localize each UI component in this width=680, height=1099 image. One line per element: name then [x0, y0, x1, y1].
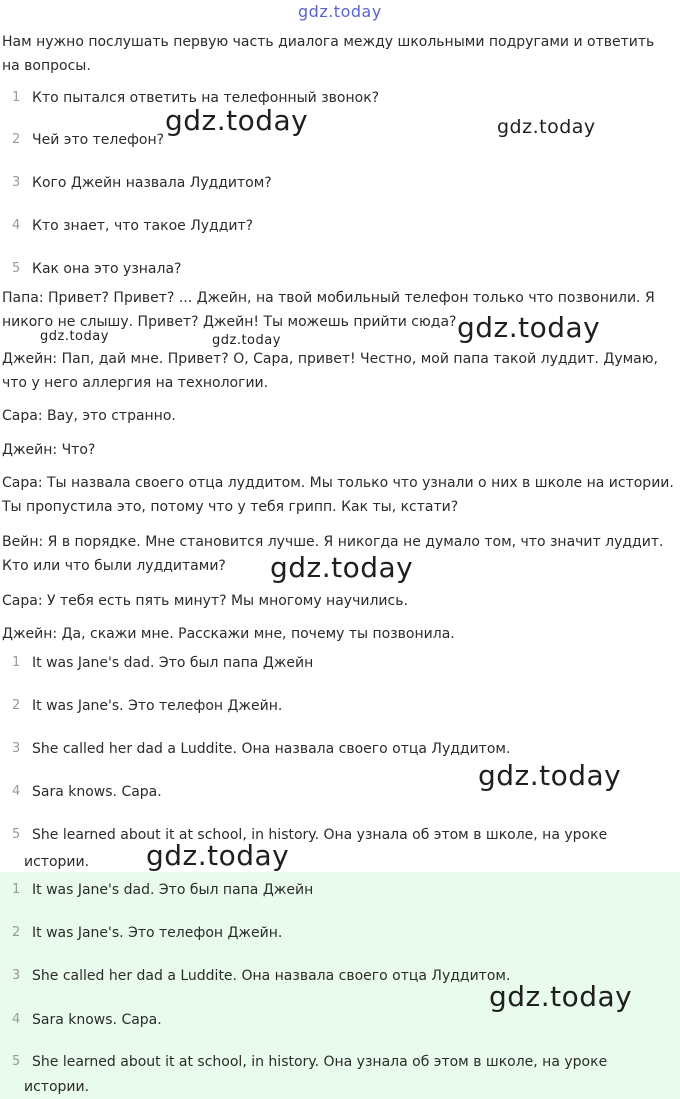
watermark: gdz.today [489, 980, 633, 1013]
question-text: Кто пытался ответить на телефонный звонок? [32, 90, 380, 106]
dialogue-line: Джейн: Пап, дай мне. Привет? О, Сара, привет! Честно, мой папа такой луддит. Думаю, что у него аллергия на технологии. [2, 351, 658, 391]
answer-text: Sara knows. Сара. [32, 784, 162, 800]
answer-number: 1 [12, 882, 21, 897]
watermark: gdz.today [146, 839, 290, 872]
question-text: Кого Джейн назвала Луддитом? [32, 175, 272, 191]
question-number: 5 [12, 261, 21, 276]
watermark: gdz.today [212, 333, 281, 348]
answer-text: She called her dad a Luddite. Она назвала своего отца Луддитом. [32, 741, 511, 757]
question-text: Как она это узнала? [32, 261, 182, 277]
question-number: 1 [12, 90, 21, 105]
answer-number: 5 [12, 1054, 21, 1069]
answer-text: It was Jane's dad. Это был папа Джейн [32, 655, 314, 671]
dialogue-line: Джейн: Да, скажи мне. Расскажи мне, почему ты позвонила. [2, 626, 455, 642]
question-text: Кто знает, что такое Луддит? [32, 218, 254, 234]
dialogue-line: Вейн: Я в порядке. Мне становится лучше. Я никогда не думало том, что значит луддит. Кто или что были луддитами? [2, 534, 664, 574]
answer-text: Sara knows. Сара. [32, 1012, 162, 1028]
answer-text: She learned about it at school, in history. Она узнала об этом в школе, на уроке [32, 827, 608, 843]
dialogue-line: Папа: Привет? Привет? ... Джейн, на твой мобильный телефон только что позвонили. Я никого не слышу. Привет? Джейн! Ты можешь прийти сюда? [2, 290, 655, 330]
answer-number: 2 [12, 925, 21, 940]
question-text: Чей это телефон? [32, 132, 165, 148]
watermark: gdz.today [165, 104, 309, 137]
watermark: gdz.today [298, 2, 382, 21]
watermark: gdz.today [478, 759, 622, 792]
question-number: 4 [12, 218, 21, 233]
answer-text-cont: истории. [24, 1079, 90, 1095]
watermark: gdz.today [497, 116, 596, 138]
answer-number: 3 [12, 741, 21, 756]
question-number: 2 [12, 132, 21, 147]
answer-text: It was Jane's. Это телефон Джейн. [32, 698, 283, 714]
answer-number: 2 [12, 698, 21, 713]
answer-text: It was Jane's dad. Это был папа Джейн [32, 882, 314, 898]
answer-text-cont: истории. [24, 854, 90, 870]
question-number: 3 [12, 175, 21, 190]
answer-number: 3 [12, 968, 21, 983]
dialogue-line: Сара: Вау, это странно. [2, 408, 176, 424]
watermark: gdz.today [457, 311, 601, 344]
dialogue-line: Сара: У тебя есть пять минут? Мы многому научились. [2, 593, 408, 609]
answer-text: She learned about it at school, in history. Она узнала об этом в школе, на уроке [32, 1054, 608, 1070]
watermark: gdz.today [40, 329, 109, 344]
answer-number: 4 [12, 1012, 21, 1027]
watermark: gdz.today [270, 551, 414, 584]
answer-number: 4 [12, 784, 21, 799]
answer-text: It was Jane's. Это телефон Джейн. [32, 925, 283, 941]
answer-number: 5 [12, 827, 21, 842]
answer-text: She called her dad a Luddite. Она назвала своего отца Луддитом. [32, 968, 511, 984]
dialogue-line: Джейн: Что? [2, 442, 96, 458]
intro-text: Нам нужно послушать первую часть диалога между школьными подругами и ответить на вопросы. [2, 34, 655, 74]
answer-number: 1 [12, 655, 21, 670]
dialogue-line: Сара: Ты назвала своего отца луддитом. Мы только что узнали о них в школе на истории. Ты пропустила это, потому что у тебя грипп. Как ты, кстати? [2, 475, 674, 515]
